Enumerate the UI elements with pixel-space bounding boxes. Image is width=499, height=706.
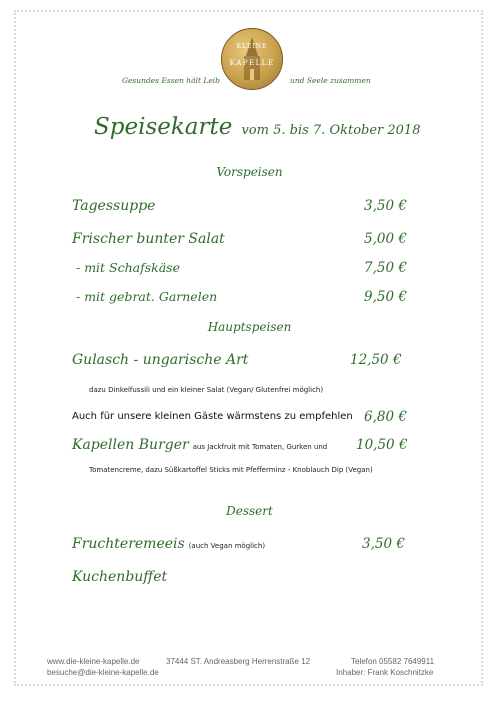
menu-item-note: (auch Vegan möglich) — [188, 542, 266, 550]
menu-item-name: Gulasch - ungarische Art — [72, 352, 249, 368]
menu-item-title: Kapellen Burger — [72, 437, 189, 453]
footer-phone: Telefon 05582 7649911 — [351, 657, 435, 666]
footer-website: www.die-kleine-kapelle.de — [47, 657, 140, 666]
menu-item-name: - mit Schafskäse — [76, 260, 180, 275]
menu-item-price: 5,00 € — [364, 231, 407, 247]
footer-owner: Inhaber: Frank Koschnitzke — [336, 668, 434, 677]
menu-item-name: Tagessuppe — [72, 198, 156, 214]
menu-item-name: - mit gebrat. Garnelen — [76, 289, 218, 304]
menu-item-name: Auch für unsere kleinen Gäste wärmstens zu empfehlen — [72, 411, 353, 422]
menu-item-name: Kuchenbuffet — [72, 569, 168, 585]
menu-item-price: 3,50 € — [362, 536, 405, 552]
menu-item-price: 7,50 € — [364, 260, 407, 276]
footer-email: besuche@die-kleine-kapelle.de — [47, 668, 159, 677]
menu-item-description: dazu Dinkelfussili und ein kleiner Salat (Vegan/ Glutenfrei möglich) — [89, 386, 324, 394]
section-heading-hauptspeisen: Hauptspeisen — [207, 320, 292, 334]
menu-item-price: 6,80 € — [364, 409, 407, 425]
menu-item-description: aus Jackfruit mit Tomaten, Gurken und — [192, 443, 328, 451]
menu-item-description: Tomatencreme, dazu Süßkartoffel Sticks mit Pfefferminz - Knoblauch Dip (Vegan) — [89, 466, 373, 474]
tagline-left: Gesundes Essen hält Leib — [122, 76, 220, 85]
logo-badge — [221, 28, 283, 90]
logo-text-main: KAPELLE — [229, 58, 275, 67]
section-heading-vorspeisen: Vorspeisen — [216, 165, 283, 179]
menu-item-name — [72, 536, 265, 552]
title-main: Speisekarte — [94, 114, 233, 140]
menu-item-name — [72, 437, 327, 453]
logo-text-top: KLEINE — [236, 43, 268, 50]
tagline-right: und Seele zusammen — [290, 76, 371, 85]
menu-title — [94, 114, 424, 140]
title-date: vom 5. bis 7. Oktober 2018 — [241, 123, 421, 138]
menu-item-title: Fruchteremeeis — [72, 536, 185, 552]
menu-item-name: Frischer bunter Salat — [72, 231, 225, 247]
menu-item-price: 10,50 € — [356, 437, 408, 453]
menu-item-price: 12,50 € — [350, 352, 402, 368]
menu-item-price: 9,50 € — [364, 289, 407, 305]
menu-item-price: 3,50 € — [364, 198, 407, 214]
footer-address: 37444 ST. Andreasberg Herrenstraße 12 — [166, 657, 311, 666]
section-heading-dessert: Dessert — [226, 504, 273, 518]
